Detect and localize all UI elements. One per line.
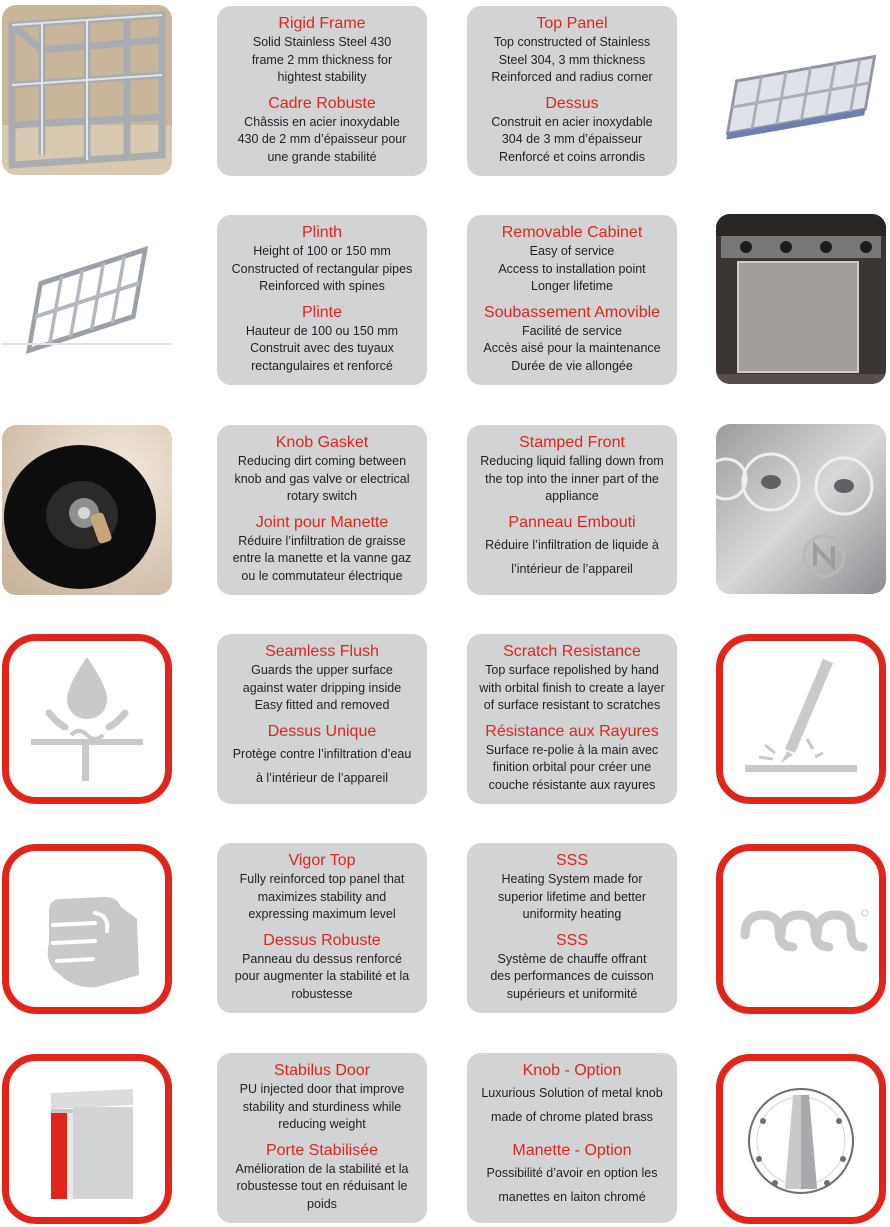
feature-title-en: Vigor Top xyxy=(288,852,356,869)
feature-card-scratch-resistance xyxy=(467,634,677,804)
feature-title-fr: Plinte xyxy=(301,303,343,321)
feature-desc-fr: Réduire l’infiltration de liquide à l’intérieur de l’appareil xyxy=(485,537,659,576)
feature-title-fr: Résistance aux Rayures xyxy=(485,722,659,740)
feature-title-fr: Manette - Option xyxy=(512,1142,632,1159)
feature-title-fr: Porte Stabilisée xyxy=(265,1141,379,1159)
removable-cabinet-photo xyxy=(716,214,886,384)
feature-desc-en: Fully reinforced top panel that maximizes stability and expressing maximum level xyxy=(239,872,405,921)
scratch-icon xyxy=(716,634,886,804)
feature-title-en: Knob - Option xyxy=(522,1062,622,1079)
feature-desc-en: Reducing dirt coming between knob and gas valve or electrical rotary switch xyxy=(234,454,410,503)
feature-card-removable-cabinet xyxy=(467,215,677,385)
door-icon xyxy=(2,1054,172,1224)
feature-desc-fr: Panneau du dessus renforcé pour augmenter la stabilité et la robustesse xyxy=(234,951,410,1001)
feature-desc-en: Heating System made for superior lifetime and better uniformity heating xyxy=(498,872,646,921)
feature-title-en: Top Panel xyxy=(536,15,608,32)
feature-title-fr: Dessus Robuste xyxy=(263,931,381,949)
feature-title-fr: Panneau Embouti xyxy=(508,513,636,531)
feature-desc-en: Guards the upper surface against water dripping inside Easy fitted and removed xyxy=(242,663,402,712)
feature-card-vigor-top xyxy=(217,843,427,1013)
feature-card-rigid-frame xyxy=(217,6,427,176)
feature-title-en: Seamless Flush xyxy=(265,643,379,660)
feature-title-en: SSS xyxy=(555,852,588,869)
feature-card-knob-option xyxy=(467,1053,677,1223)
plinth-photo xyxy=(2,215,172,385)
feature-card-seamless-flush xyxy=(217,634,427,804)
rigid-frame-photo xyxy=(2,5,172,175)
feature-card-plinth xyxy=(217,215,427,385)
fist-icon xyxy=(2,844,172,1014)
feature-desc-en: Reducing liquid falling down from the top into the inner part of the appliance xyxy=(480,454,664,503)
knob-gasket-photo xyxy=(2,425,172,595)
feature-desc-fr: Possibilité d’avoir en option les manettes en laiton chromé xyxy=(486,1166,658,1204)
feature-title-en: Plinth xyxy=(301,224,343,241)
feature-desc-en: PU injected door that improve stability and sturdiness while reducing weight xyxy=(239,1082,405,1131)
feature-card-stamped-front xyxy=(467,425,677,595)
feature-desc-fr: Construit en acier inoxydable 304 de 3 mm d’épaisseur Renforcé et coins arrondis xyxy=(491,114,653,164)
feature-desc-en: Top surface repolished by hand with orbital finish to create a layer of surface resistant to scratches xyxy=(479,663,665,712)
feature-desc-fr: Réduire l’infiltration de graisse entre la manette et la vanne gaz ou le commutateur électrique xyxy=(232,533,412,583)
feature-title-en: Stamped Front xyxy=(519,434,625,451)
feature-desc-fr: Facilité de service Accès aisé pour la maintenance Durée de vie allongée xyxy=(483,323,661,373)
feature-desc-fr: Hauteur de 100 ou 150 mm Construit avec des tuyaux rectangulaires et renforcé xyxy=(245,323,399,373)
feature-title-fr: Joint pour Manette xyxy=(255,513,389,531)
feature-desc-fr: Châssis en acier inoxydable 430 de 2 mm d’épaisseur pour une grande stabilité xyxy=(237,114,407,164)
feature-desc-fr: Système de chauffe offrant des performances de cuisson supérieurs et uniformité xyxy=(490,951,654,1001)
feature-title-fr: Cadre Robuste xyxy=(268,94,376,112)
feature-title-fr: SSS xyxy=(555,931,588,949)
feature-card-top-panel xyxy=(467,6,677,176)
feature-desc-fr: Amélioration de la stabilité et la robustesse tout en réduisant le poids xyxy=(235,1161,409,1211)
feature-card-stabilus-door xyxy=(217,1053,427,1223)
stamped-front-photo xyxy=(716,424,886,594)
feature-desc-en: Height of 100 or 150 mm Constructed of rectangular pipes Reinforced with spines xyxy=(231,244,413,293)
feature-title-fr: Dessus Unique xyxy=(267,722,377,740)
feature-title-en: Stabilus Door xyxy=(273,1062,371,1079)
feature-card-knob-gasket xyxy=(217,425,427,595)
feature-desc-en: Easy of service Access to installation point Longer lifetime xyxy=(498,244,646,293)
feature-card-sss xyxy=(467,843,677,1013)
feature-title-fr: Soubassement Amovible xyxy=(483,303,661,321)
feature-title-en: Removable Cabinet xyxy=(501,224,643,241)
feature-desc-fr: Surface re-polie à la main avec finition orbital pour créer une couche résistante aux rayures xyxy=(485,742,659,792)
feature-title-en: Rigid Frame xyxy=(278,15,366,32)
water-drop-icon xyxy=(2,634,172,804)
feature-desc-en: Top constructed of Stainless Steel 304, 3 mm thickness Reinforced and radius corner xyxy=(491,35,653,84)
knob-icon xyxy=(716,1054,886,1224)
feature-title-en: Scratch Resistance xyxy=(503,643,641,660)
feature-title-en: Knob Gasket xyxy=(275,434,369,451)
feature-title-fr: Dessus xyxy=(545,94,599,112)
feature-desc-fr: Protège contre l’infiltration d’eau à l’intérieur de l’appareil xyxy=(232,746,412,785)
top-panel-photo xyxy=(716,5,886,175)
feature-desc-en: Solid Stainless Steel 430 frame 2 mm thickness for hightest stability xyxy=(251,35,393,84)
feature-desc-en: Luxurious Solution of metal knob made of chrome plated brass xyxy=(481,1086,663,1124)
sss-logo-icon xyxy=(716,844,886,1014)
